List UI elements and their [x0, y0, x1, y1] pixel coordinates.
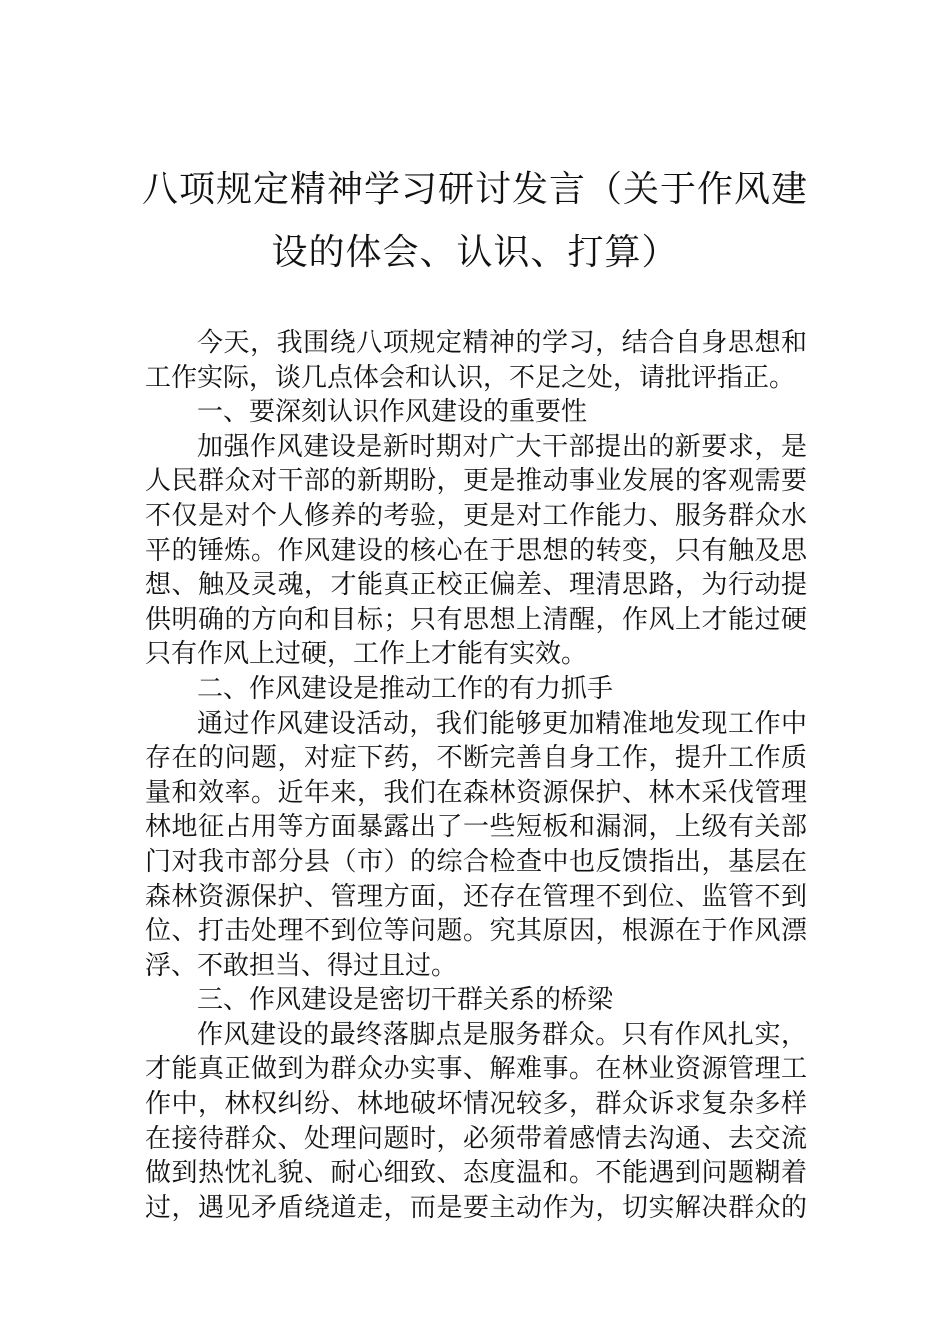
paragraph-line: 浮、不敢担当、得过且过。: [145, 950, 458, 981]
paragraph-line: 人民群众对干部的新期盼，更是推动事业发展的客观需要: [145, 466, 807, 497]
document-title-line-1: 八项规定精神学习研讨发言（关于作风建: [141, 169, 808, 210]
paragraph-line: 通过作风建设活动，我们能够更加精准地发现工作中: [197, 708, 807, 739]
section-heading: 二、作风建设是推动工作的有力抓手: [197, 673, 614, 704]
paragraph-line: 想、触及灵魂，才能真正校正偏差、理清思路，为行动提: [145, 570, 807, 601]
section-heading: 三、作风建设是密切干群关系的桥梁: [197, 985, 614, 1016]
paragraph-line: 森林资源保护、管理方面，还存在管理不到位、监管不到: [145, 881, 807, 912]
paragraph-line: 做到热忱礼貌、耐心细致、态度温和。不能遇到问题糊着: [145, 1158, 807, 1189]
paragraph-line: 只有作风上过硬，工作上才能有实效。: [145, 639, 588, 670]
paragraph-line: 量和效率。近年来，我们在森林资源保护、林木采伐管理: [145, 777, 807, 808]
paragraph-line: 存在的问题，对症下药，不断完善自身工作，提升工作质: [145, 743, 807, 774]
paragraph-line: 才能真正做到为群众办实事、解难事。在林业资源管理工: [145, 1054, 807, 1085]
paragraph-line: 过，遇见矛盾绕道走，而是要主动作为，切实解决群众的: [145, 1192, 807, 1223]
paragraph-line: 工作实际，谈几点体会和认识，不足之处，请批评指正。: [145, 362, 796, 393]
paragraph-line: 加强作风建设是新时期对广大干部提出的新要求，是: [197, 431, 807, 462]
section-heading: 一、要深刻认识作风建设的重要性: [197, 397, 588, 428]
paragraph-line: 平的锤炼。作风建设的核心在于思想的转变，只有触及思: [145, 535, 807, 566]
paragraph-line: 位、打击处理不到位等问题。究其原因，根源在于作风漂: [145, 916, 807, 947]
paragraph-line: 供明确的方向和目标；只有思想上清醒，作风上才能过硬: [145, 604, 807, 635]
paragraph-line: 作风建设的最终落脚点是服务群众。只有作风扎实，: [197, 1019, 807, 1050]
paragraph-line: 今天，我围绕八项规定精神的学习，结合自身思想和: [197, 328, 807, 358]
paragraph-line: 在接待群众、处理问题时，必须带着感情去沟通、去交流: [145, 1123, 807, 1154]
document-body: [145, 326, 807, 1225]
paragraph-line: 不仅是对个人修养的考验，更是对工作能力、服务群众水: [145, 500, 807, 531]
paragraph-line: 门对我市部分县（市）的综合检查中也反馈指出，基层在: [145, 846, 807, 877]
document-title-line-2: 设的体会、认识、打算）: [271, 232, 679, 273]
paragraph-line: 林地征占用等方面暴露出了一些短板和漏洞，上级有关部: [145, 812, 807, 843]
paragraph-line: 作中，林权纠纷、林地破坏情况较多，群众诉求复杂多样: [145, 1089, 807, 1120]
